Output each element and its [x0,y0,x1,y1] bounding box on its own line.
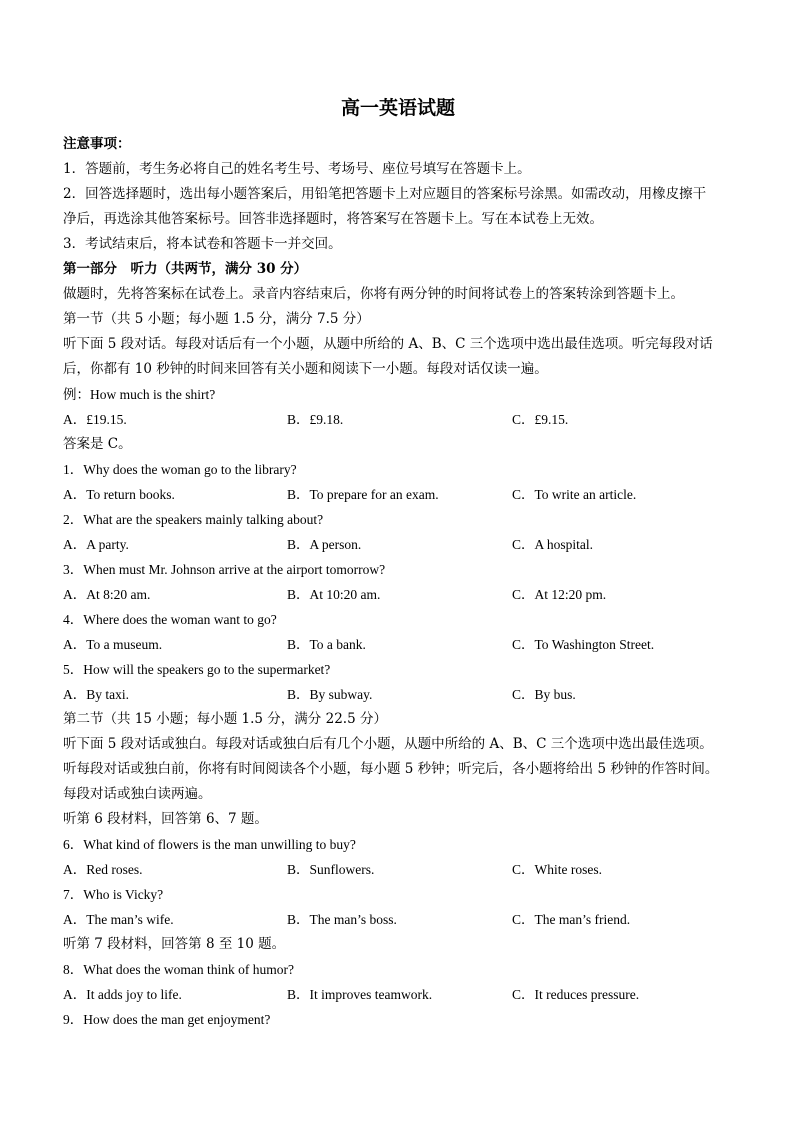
option-b: B．By subway. [287,687,373,702]
section1-heading: 第一节（共 5 小题；每小题 1.5 分，满分 7.5 分） [63,311,370,327]
option-a: A．At 8:20 am. [63,587,151,602]
notice-item: 1．答题前，考生务必将自己的姓名考生号、考场号、座位号填写在答题卡上。 [63,161,531,177]
option-a: A．To return books. [63,487,175,502]
question-9: 9．How does the man get enjoyment? [63,1012,271,1027]
material-6-heading: 听第 6 段材料，回答第 6、7 题。 [63,811,268,827]
question-2-options [63,532,733,557]
option-a: A．Red roses. [63,862,143,877]
option-b: B．To a bank. [287,637,366,652]
question-8-options [63,982,733,1007]
part1-intro: 做题时，先将答案标在试卷上。录音内容结束后，你将有两分钟的时间将试卷上的答案转涂到答题卡上。 [63,286,684,302]
option-c: C．£9.15. [512,412,569,427]
example-options [63,407,733,432]
example-answer: 答案是 C。 [63,436,132,452]
notice-item: 2．回答选择题时，选出每小题答案后，用铅笔把答题卡上对应题目的答案标号涂黑。如需改动，用橡皮擦干 [63,186,707,202]
question-4: 4．Where does the woman want to go? [63,612,277,627]
option-a: A．It adds joy to life. [63,987,182,1002]
option-c: C．A hospital. [512,537,594,552]
section2-instructions: 每段对话或独白读两遍。 [63,786,212,802]
option-c: C．To write an article. [512,487,637,502]
option-a: A．To a museum. [63,637,163,652]
option-a: A．A party. [63,537,129,552]
page-title: 高一英语试题 [340,97,455,119]
question-3: 3．When must Mr. Johnson arrive at the airport tomorrow? [63,562,386,577]
question-5-options [63,682,733,707]
option-b: B．At 10:20 am. [287,587,381,602]
section1-instructions: 听下面 5 段对话。每段对话后有一个小题，从题中所给的 A、B、C 三个选项中选出最佳选项。听完每段对话 [63,336,713,352]
section2-heading: 第二节（共 15 小题；每小题 1.5 分，满分 22.5 分） [63,711,387,727]
option-a: A．£19.15. [63,412,127,427]
option-b: B．It improves teamwork. [287,987,433,1002]
option-c: C．White roses. [512,862,602,877]
option-a: A．The man’s wife. [63,912,174,927]
question-7: 7．Who is Vicky? [63,887,164,902]
option-c: C．At 12:20 pm. [512,587,607,602]
section2-instructions: 听每段对话或独白前，你将有时间阅读各个小题，每小题 5 秒钟；听完后，各小题将给出 5 秒钟的作答时间。 [63,761,719,777]
part1-heading: 第一部分 听力（共两节，满分 30 分） [63,261,308,277]
option-b: B．Sunflowers. [287,862,375,877]
question-8: 8．What does the woman think of humor? [63,962,294,977]
option-c: C．By bus. [512,687,576,702]
question-4-options [63,632,733,657]
question-5: 5．How will the speakers go to the supermarket? [63,662,331,677]
option-b: B．To prepare for an exam. [287,487,439,502]
question-6-options [63,857,733,882]
option-c: C．To Washington Street. [512,637,655,652]
notice-item: 净后，再选涂其他答案标号。回答非选择题时，将答案写在答题卡上。写在本试卷上无效。 [63,211,603,227]
exam-page [63,96,733,1032]
option-a: A．By taxi. [63,687,129,702]
option-b: B．A person. [287,537,362,552]
option-c: C．It reduces pressure. [512,987,640,1002]
notice-heading: 注意事项： [63,136,131,152]
example-question: 例：How much is the shirt? [63,387,216,402]
section1-instructions: 后，你都有 10 秒钟的时间来回答有关小题和阅读下一小题。每段对话仅读一遍。 [63,361,548,377]
question-2: 2．What are the speakers mainly talking about? [63,512,324,527]
question-1: 1．Why does the woman go to the library? [63,462,297,477]
option-c: C．The man’s friend. [512,912,631,927]
notice-item: 3．考试结束后，将本试卷和答题卡一并交回。 [63,236,342,252]
option-b: B．The man’s boss. [287,912,397,927]
question-1-options [63,482,733,507]
section2-instructions: 听下面 5 段对话或独白。每段对话或独白后有几个小题，从题中所给的 A、B、C 三个选项中选出最佳选项。 [63,736,713,752]
question-7-options [63,907,733,932]
material-7-heading: 听第 7 段材料，回答第 8 至 10 题。 [63,936,286,952]
question-6: 6．What kind of flowers is the man unwilling to buy? [63,837,356,852]
question-3-options [63,582,733,607]
option-b: B．£9.18. [287,412,344,427]
